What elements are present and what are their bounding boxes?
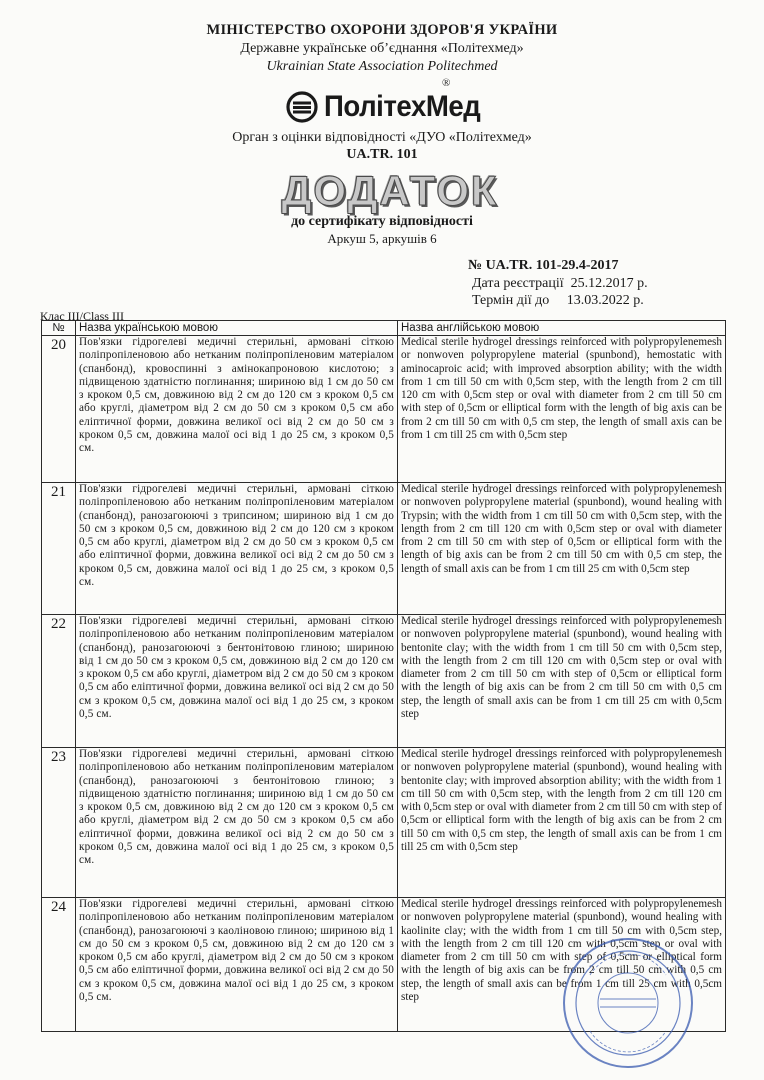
registration-date-label: Дата реєстрації	[472, 276, 564, 291]
row-number: 22	[42, 615, 76, 748]
ministry-title: МІНІСТЕРСТВО ОХОРОНИ ЗДОРОВ'Я УКРАЇНИ	[206, 22, 558, 38]
registration-date-value: 25.12.2017 р.	[570, 276, 648, 291]
products-table	[41, 320, 726, 1032]
conformity-body: Орган з оцінки відповідності «ДУО «Політехмед»	[232, 130, 532, 145]
header-en: Назва англійською мовою	[398, 321, 726, 336]
table-row	[42, 336, 726, 483]
sheet-number: Аркуш 5, аркушів 6	[327, 231, 437, 246]
header-num: №	[42, 321, 76, 336]
row-name-en: Medical sterile hydrogel dressings reinforced with polypropylenemesh or nonwoven polypropylene material (spunbond), wound healing with bentonite clay; with the width from 1 cm till 50 cm with 0,5cm step, with the length from 2 cm till 120 cm with 0,5cm step or oval with diameter from 2 cm till 50 cm with step of 0,5cm or elliptical form with the length of big axis can be from 2 cm till 50 cm with 0,5 cm step, the length of small axis can be from 1 cm till 25 cm with 0,5cm step	[398, 615, 726, 748]
validity-date-value: 13.03.2022 р.	[566, 293, 644, 308]
appendix-subtitle: до сертифікату відповідності	[291, 214, 473, 229]
registered-mark: ®	[442, 77, 451, 89]
row-name-ua: Пов'язки гідрогелеві медичні стерильні, армовані сіткою поліпропіленовою або нетканим поліпропіленовим матеріалом (спанбонд), ранозагоюючі з бентонітовою глиною; шириною від 1 см до 50 см з кроком 0,5 см, довжиною від 2 см до 120 см з кроком 0,5 см або круглі, діаметром від 2 см до 50 см з кроком 0,5 см або еліптичної форми, довжина великої осі від 2 см до 50 см з кроком 0,5 см, довжина малої осі від 1 до 25 см, з кроком 0,5 см.	[76, 615, 398, 748]
row-number: 21	[42, 483, 76, 615]
row-name-ua: Пов'язки гідрогелеві медичні стерильні, армовані сіткою поліпропіленовою або нетканим поліпропіленовим матеріалом (спанбонд), ранозагоюючі з трипсином; шириною від 1 см до 50 см з кроком 0,5 см, довжиною від 2 см до 120 см з кроком 0,5 см або круглі, діаметром від 2 см до 50 см з кроком 0,5 см або еліптичної форми, довжина великої осі від 2 см до 50 см з кроком 0,5 см, довжина малої осі від 1 до 25 см, з кроком 0,5 см.	[76, 483, 398, 615]
table-header-row	[42, 321, 726, 336]
association-name-en: Ukrainian State Association Politechmed	[266, 59, 498, 74]
association-name-ua: Державне українське об’єднання «Політехмед»	[240, 41, 524, 56]
table-row	[42, 615, 726, 748]
registration-date	[472, 276, 648, 292]
row-name-ua: Пов'язки гідрогелеві медичні стерильні, армовані сіткою поліпропіленовою або нетканим поліпропіленовим матеріалом (спанбонд), кровоспинні з амінокапроновою кислотою; з підвищеною здатністю поглинання; шириною від 1 см до 50 см з кроком 0,5 см, довжиною від 2 см до 120 см з кроком 0,5 см або круглі, діаметром від 2 см до 50 см з кроком 0,5 см або еліптичної форми, довжина великої осі від 2 см до 50 см з кроком 0,5 см, довжина малої осі від 1 до 25 см, з кроком 0,5 см.	[76, 336, 398, 483]
row-number: 20	[42, 336, 76, 483]
body-code: UA.TR. 101	[346, 147, 418, 162]
row-name-en: Medical sterile hydrogel dressings reinforced with polypropylenemesh or nonwoven polypropylene material (spunbond), hemostatic with aminocaproic acid; with improved absorption ability; with the width from 1 cm till 50 cm with 0,5cm step, with the length from 2 cm till 120 cm with 0,5cm step or oval with diameter from 2 cm till 50 cm with step of 0,5cm or elliptical form with the length of big axis can be from 2 cm till 50 cm with 0,5 cm step, the length of small axis can be from 1 cm till 25 cm with 0,5cm step	[398, 336, 726, 483]
table-row	[42, 748, 726, 898]
official-seal-icon	[560, 935, 696, 1071]
row-name-en: Medical sterile hydrogel dressings reinforced with polypropylenemesh or nonwoven polypropylene material (spunbond), wound healing with bentonite clay; with improved absorption ability; with the width from 1 cm till 50 cm with 0,5cm step, with the length from 2 cm till 120 cm with 0,5cm step or oval with diameter from 2 cm till 50 cm with step of 0,5cm or elliptical form with the length of big axis can be from 2 cm till 50 cm with 0,5 cm step, the length of small axis can be from 1 cm till 25 cm with 0,5cm step	[398, 748, 726, 898]
certificate-number: № UA.TR. 101-29.4-2017	[468, 258, 619, 273]
row-name-en: Medical sterile hydrogel dressings reinforced with polypropylenemesh or nonwoven polypropylene material (spunbond), wound healing with kaolinite clay; with the width from 1 cm till 50 cm with 0,5cm step, with the length from 2 cm till 120 cm with 0,5cm step or oval with diameter from 2 cm till 50 cm with step of 0,5cm or elliptical form with the length of big axis can be from 2 cm till 50 cm with 0,5 cm step, the length of small axis can be from 1 cm till 25 cm with 0,5cm step	[398, 898, 726, 1032]
row-name-ua: Пов'язки гідрогелеві медичні стерильні, армовані сіткою поліпропіленовою або нетканим поліпропіленовим матеріалом (спанбонд), ранозагоюючі з каоліновою глиною; шириною від 1 см до 50 см з кроком 0,5 см, довжиною від 2 см до 120 см з кроком 0,5 см або круглі, діаметром від 2 см до 50 см з кроком 0,5 см або еліптичної форми, довжина великої осі від 2 см до 50 см з кроком 0,5 см, довжина малої осі від 1 до 25 см, з кроком 0,5 см.	[76, 898, 398, 1032]
logo-text: ПолітехМед	[324, 90, 481, 123]
header-ua: Назва українською мовою	[76, 321, 398, 336]
appendix-heading: ДОДАТОК	[281, 167, 499, 214]
row-number: 24	[42, 898, 76, 1032]
politechmed-logo	[286, 88, 494, 126]
validity-date-label: Термін дії до	[472, 293, 550, 308]
class-label: Клас ІІІ/Class III	[40, 309, 124, 323]
table-row	[42, 483, 726, 615]
row-name-ua: Пов'язки гідрогелеві медичні стерильні, армовані сіткою поліпропіленовою або нетканим поліпропіленовим матеріалом (спанбонд), ранозагоюючі з бентонітовою глиною; з підвищеною здатністю поглинання; шириною від 1 см до 50 см з кроком 0,5 см, довжиною від 2 см до 120 см з кроком 0,5 см або круглі, діаметром від 2 см до 50 см з кроком 0,5 см або еліптичної форми, довжина великої осі від 2 см до 50 см з кроком 0,5 см, довжина малої осі від 1 до 25 см, з кроком 0,5 см.	[76, 748, 398, 898]
row-number: 23	[42, 748, 76, 898]
row-name-en: Medical sterile hydrogel dressings reinforced with polypropylenemesh or nonwoven polypropylene material (spunbond), wound healing with Trypsin; with the width from 1 cm till 50 cm with 0,5cm step, with the length from 2 cm till 120 cm with 0,5cm step or oval with diameter from 2 cm till 50 cm with step of 0,5cm or elliptical form with the length of big axis can be from 2 cm till 50 cm with 0,5 cm step, the length of small axis can be from 1 cm till 25 cm with 0,5cm step	[398, 483, 726, 615]
logo-emblem-icon	[286, 91, 318, 123]
validity-date	[472, 293, 644, 309]
